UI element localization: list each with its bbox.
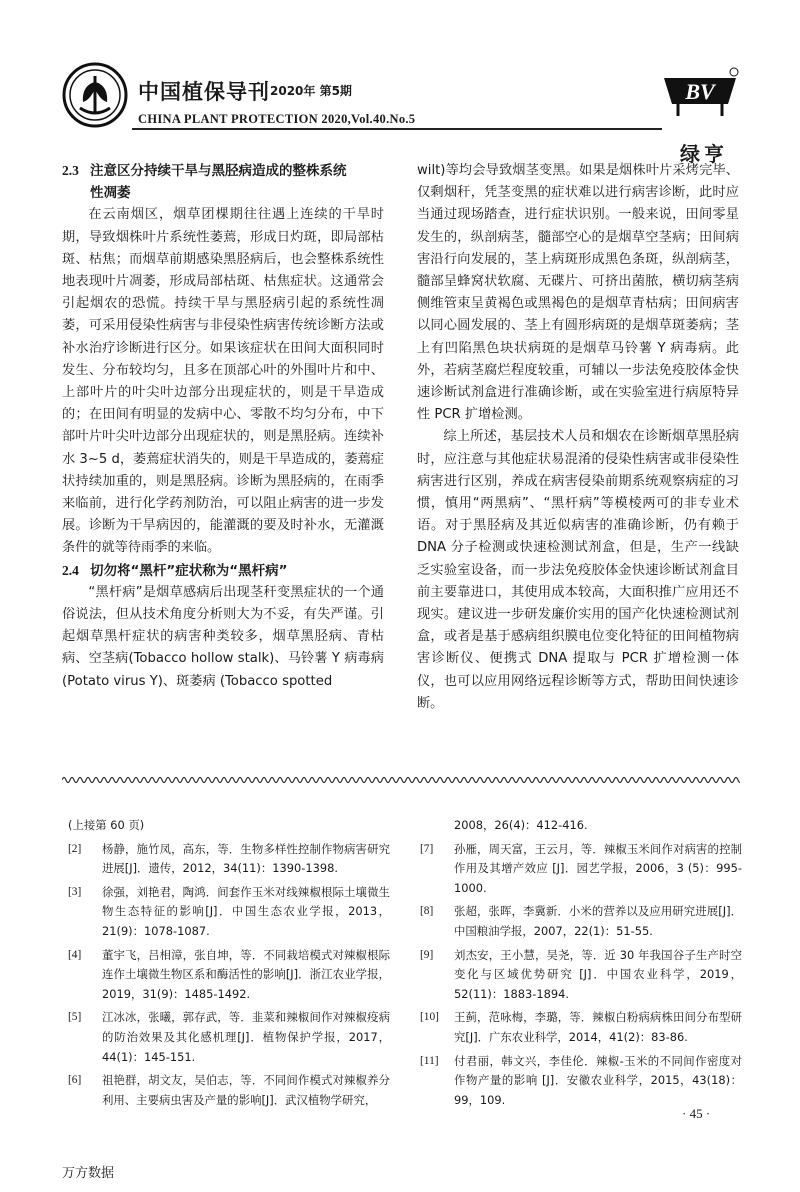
reference-text: 江冰冰，张曦，郭存武，等．韭菜和辣椒间作对辣椒疫病的防治效果及其化感机理[J]．植物保护学报，2017，44(1)：145-151. <box>102 1010 390 1064</box>
continued-from-label: (上接第 60 页) <box>68 818 145 832</box>
reference-text: 孙雁，周天富，王云月，等．辣椒玉米间作对病害的控制作用及其增产效应 [J]．园艺学报，2006，3 (5)：995-1000. <box>454 841 742 895</box>
section-2-3-paragraph: 在云南烟区，烟草团棵期往往遇上连续的干旱时期，导致烟株叶片系统性萎蔫，形成日灼斑，即局部枯斑、枯焦；而烟草前期感染黑胫病后，也会整株系统性地表现叶片凋萎，形成局部枯斑、枯焦症状。这通常会引起烟农的恐慌。持续干旱与黑胫病引起的系统性凋萎，可采用侵染性病害与非侵染性病害传统诊断方法或补水治疗诊断进行区分。如果该症状在田间大面积同时发生、分布较均匀，且多在顶部心叶的外围叶片和中、上部叶片的叶尖叶边部分出现症状的，则是干旱造成的；在田间有明显的发病中心、零散不均匀分布，中下部叶片叶尖叶边部分出现症状的，则是黑胫病。连续补水 3~5 d，萎蔫症状消失的，则是干旱造成的，萎蔫症状持续加重的，则是黑胫病。诊断为黑胫病的，在雨季来临前，进行化学药剂防治，可以阻止病害的进一步发展。诊断为干旱病因的，能灌溉的要及时补水，无灌溉条件的就等待雨季的来临。 <box>62 207 384 556</box>
reference-text: 董宇飞，吕相漳，张自坤，等．不同栽培模式对辣椒根际连作土壤微生物区系和酶活性的影响[J]．浙江农业学报，2019，31(9)：1485-1492. <box>102 947 390 1001</box>
reference-list-right <box>420 840 742 1111</box>
journal-title-cn: 中国植保导刊 <box>138 80 270 104</box>
reference-entry <box>68 1008 390 1067</box>
reference-continued-text: 2008，26(4)：412-416. <box>454 818 588 832</box>
reference-number: [9] <box>420 948 434 961</box>
reference-number: [2] <box>68 842 82 855</box>
footer-watermark: 万方数据 <box>62 1166 115 1181</box>
reference-text: 祖艳群，胡文友，吴伯志，等．不同间作模式对辣椒养分利用、主要病虫害及产量的影响[J]．武汉植物学研究， <box>102 1073 390 1107</box>
reference-text: 张超，张晖，李冀新．小米的营养以及应用研究进展[J]．中国粮油学报，2007，22(1)：51-55. <box>454 904 742 938</box>
journal-emblem-icon <box>62 62 128 128</box>
reference-entry <box>68 1071 390 1110</box>
reference-number: [7] <box>420 842 434 855</box>
reference-list-left <box>68 840 390 1111</box>
reference-number: [3] <box>68 885 82 898</box>
reference-text: 付君丽，韩文兴，李佳伦．辣椒-玉米的不同间作密度对作物产量的影响 [J]．安徽农业科学，2015，43(18)：99，109. <box>454 1053 742 1107</box>
section-2-4-paragraph: “黑杆病”是烟草感病后出现茎秆变黑症状的一个通俗说法，但从技术角度分析则大为不妥，有失严谨。引起烟草黑杆症状的病害种类较多，烟草黑胫病、青枯病、空茎病(Tobacco hollow stalk)、马铃薯 Y 病毒病 (Potato virus Y)、斑萎病 (Tobacco spotted <box>62 584 384 689</box>
section-title: 切勿将“黑杆”症状称为“黑杆病” <box>90 562 288 579</box>
reference-number: [5] <box>68 1011 82 1024</box>
sponsor-logo-letters: BV <box>685 79 715 104</box>
reference-number: [6] <box>68 1074 82 1087</box>
reference-entry <box>420 1008 742 1047</box>
reference-entry <box>420 840 742 899</box>
reference-text: 杨静，施竹凤，高东，等．生物多样性控制作物病害研究进展[J]．遗传，2012，34(11)：1390-1398. <box>102 841 390 876</box>
section-heading-2-3 <box>62 160 384 204</box>
wave-divider <box>62 774 740 786</box>
section-heading-2-4 <box>62 560 384 582</box>
reference-number: [4] <box>68 948 82 961</box>
references-left <box>68 816 390 1114</box>
section-number: 2.3 <box>62 163 79 178</box>
references-right <box>420 816 742 1114</box>
right-column <box>417 160 739 715</box>
journal-title-en: CHINA PLANT PROTECTION 2020,Vol.40.No.5 <box>138 112 416 126</box>
summary-paragraph: 综上所述，基层技术人员和烟农在诊断烟草黑胫病时，应注意与其他症状易混淆的侵染性病害或非侵染性病害进行区别，养成在病害侵染前期系统观察病症的习惯，慎用“两黑病”、“黑杆病”等模棱两可的非专业术语。对于黑胫病及其近似病害的准确诊断，仍有赖于 DNA 分子检测或快速检测试剂盒，但是，生产一线缺乏实验室设备，而一步法免疫胶体金快速诊断试剂盒目前主要靠进口，其使用成本较高，大面积推广应用还不现实。建议进一步研发廉价实用的国产化快速检测试剂盒，或者是基于感病组织膜电位变化特征的田间植物病害诊断仪、便携式 DNA 提取与 PCR 扩增检测一体仪，也可以应用网络远程诊断等方式，帮助田间快速诊断。 <box>417 429 739 711</box>
reference-number: [11] <box>420 1054 439 1067</box>
left-column <box>62 160 384 693</box>
reference-entry <box>68 883 390 942</box>
header-rule <box>132 128 662 130</box>
sponsor-logo-icon <box>658 64 742 144</box>
continued-paragraph: wilt)等均会导致烟茎变黑。如果是烟株叶片采烤完毕、仅剩烟秆，凭茎变黑的症状难以进行病害诊断，此时应当通过现场踏查，进行症状识别。一般来说，田间零星发生的，纵剖病茎，髓部空心的是烟草空茎病；田间病害沿行向发展的，茎上病斑形成黑色条斑，纵剖病茎，髓部呈蜂窝状软腐、无碟片、可挤出菌脓，横切病茎病侧维管束呈黄褐色或黑褐色的是烟草青枯病；田间病害以同心圆发展的、茎上有圆形病斑的是烟草斑萎病；茎上有凹陷黑色块状病斑的是烟草马铃薯 Y 病毒病。此外，若病茎腐烂程度较重，可辅以一步法免疫胶体金快速诊断试剂盒进行准确诊断，或在实验室进行病原特异性 PCR 扩增检测。 <box>417 163 739 423</box>
page-number: · 45 · <box>682 1106 711 1121</box>
section-number: 2.4 <box>62 562 79 578</box>
reference-entry <box>68 840 390 879</box>
reference-text: 刘杰安，王小慧，吴尧，等．近 30 年我国谷子生产时空变化与区域优势研究 [J]．中国农业科学，2019，52(11)：1883-1894. <box>454 947 742 1001</box>
sponsor-logo-text: 绿亨 <box>680 142 728 166</box>
section-title-line1: 注意区分持续干旱与黑胫病造成的整株系统 <box>90 163 347 179</box>
reference-text: 王蓟，范咏梅，李璐，等．辣椒白粉病病株田间分布型研究[J]．广东农业科学，2014，41(2)：83-86. <box>454 1010 742 1044</box>
reference-entry <box>420 902 742 941</box>
reference-number: [10] <box>420 1011 439 1024</box>
reference-entry <box>68 946 390 1005</box>
journal-issue-cn: 2020年 第5期 <box>270 84 352 98</box>
reference-entry <box>420 946 742 1005</box>
reference-text: 徐强，刘艳君，陶鸿．间套作玉米对线辣椒根际土壤微生物生态特征的影响[J]．中国生态农业学报，2013，21(9)：1078-1087. <box>102 884 390 938</box>
reference-entry <box>420 1052 742 1111</box>
section-title-line2: 性凋萎 <box>90 185 131 202</box>
journal-header <box>62 62 740 166</box>
reference-number: [8] <box>420 905 434 918</box>
